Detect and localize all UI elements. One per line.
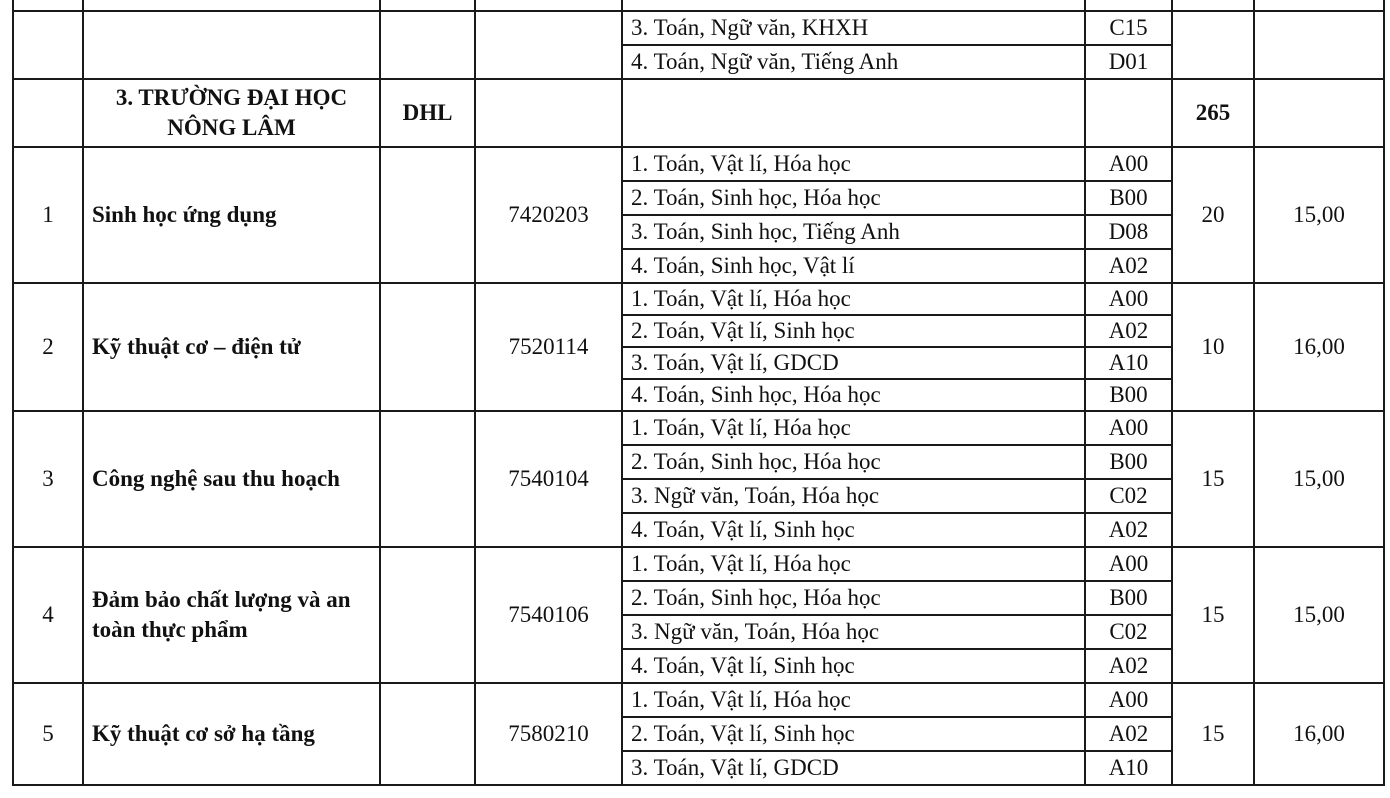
combo-subjects: 4. Toán, Vật lí, Sinh học [622,513,1085,547]
combo-subjects: 3. Toán, Sinh học, Tiếng Anh [622,215,1085,249]
major-score: 15,00 [1254,547,1384,683]
combo-subjects: 3. Toán, Ngữ văn, KHXH [622,11,1085,45]
combo-code: A10 [1085,347,1172,379]
empty-cell [13,79,83,147]
combo-code: B00 [1085,581,1172,615]
major-score: 15,00 [1254,411,1384,547]
combo-subjects: 1. Toán, Vật lí, Hóa học [622,147,1085,181]
university-total-quota: 265 [1172,79,1254,147]
table-row [13,411,1384,445]
major-name: Đảm bảo chất lượng và an toàn thực phẩm [83,547,380,683]
major-name: Kỹ thuật cơ – điện tử [83,283,380,411]
empty-cell [622,0,1085,11]
table-row [13,283,1384,315]
empty-cell [1172,0,1254,11]
major-stt: 2 [13,283,83,411]
combo-subjects: 3. Ngữ văn, Toán, Hóa học [622,615,1085,649]
combo-subjects: 3. Toán, Vật lí, GDCD [622,347,1085,379]
major-code: 7520114 [475,283,622,411]
table-row [13,11,1384,45]
combo-code: A02 [1085,513,1172,547]
major-quota: 15 [1172,547,1254,683]
combo-subjects: 4. Toán, Vật lí, Sinh học [622,649,1085,683]
empty-cell [1085,0,1172,11]
empty-cell [1172,11,1254,79]
major-code: 7540106 [475,547,622,683]
university-name-line1: 3. TRƯỜNG ĐẠI HỌC [115,85,348,110]
empty-cell [13,11,83,79]
table-row [13,683,1384,717]
combo-code: A00 [1085,547,1172,581]
major-stt: 1 [13,147,83,283]
major-score: 16,00 [1254,683,1384,785]
combo-subjects: 1. Toán, Vật lí, Hóa học [622,547,1085,581]
empty-cell [380,283,475,411]
table-row [13,0,1384,11]
combo-code: C02 [1085,615,1172,649]
combo-subjects: 1. Toán, Vật lí, Hóa học [622,283,1085,315]
major-score: 15,00 [1254,147,1384,283]
combo-code: A02 [1085,249,1172,283]
empty-cell [1254,79,1384,147]
combo-subjects: 3. Toán, Vật lí, GDCD [622,751,1085,785]
major-stt: 5 [13,683,83,785]
combo-code: A00 [1085,283,1172,315]
table-row [13,547,1384,581]
major-stt: 3 [13,411,83,547]
major-code: 7580210 [475,683,622,785]
combo-subjects: 2. Toán, Sinh học, Hóa học [622,581,1085,615]
admissions-table [12,0,1385,786]
combo-subjects: 4. Toán, Ngữ văn, Tiếng Anh [622,45,1085,79]
combo-code: A10 [1085,751,1172,785]
major-stt: 4 [13,547,83,683]
empty-cell [380,547,475,683]
empty-cell [622,79,1085,147]
combo-subjects: 2. Toán, Vật lí, Sinh học [622,315,1085,347]
major-name: Công nghệ sau thu hoạch [83,411,380,547]
combo-code: A02 [1085,315,1172,347]
combo-code: C15 [1085,11,1172,45]
combo-code: B00 [1085,445,1172,479]
combo-code: A00 [1085,411,1172,445]
major-name: Kỹ thuật cơ sở hạ tầng [83,683,380,785]
combo-code: A02 [1085,717,1172,751]
major-quota: 15 [1172,411,1254,547]
empty-cell [380,683,475,785]
major-score: 16,00 [1254,283,1384,411]
combo-subjects: 4. Toán, Sinh học, Hóa học [622,379,1085,411]
major-quota: 10 [1172,283,1254,411]
empty-cell [13,0,83,11]
empty-cell [380,147,475,283]
combo-code: C02 [1085,479,1172,513]
combo-code: D01 [1085,45,1172,79]
empty-cell [1254,0,1384,11]
empty-cell [1085,79,1172,147]
table-row [13,147,1384,181]
combo-subjects: 2. Toán, Sinh học, Hóa học [622,181,1085,215]
combo-code: D08 [1085,215,1172,249]
university-name-line2: NÔNG LÂM [167,115,296,140]
empty-cell [475,79,622,147]
university-row [13,79,1384,147]
empty-cell [83,11,380,79]
university-code: DHL [380,79,475,147]
major-quota: 15 [1172,683,1254,785]
university-name [83,79,380,147]
combo-code: A02 [1085,649,1172,683]
empty-cell [380,0,475,11]
empty-cell [380,411,475,547]
combo-subjects: 2. Toán, Sinh học, Hóa học [622,445,1085,479]
empty-cell [475,0,622,11]
empty-cell [1254,11,1384,79]
major-name: Sinh học ứng dụng [83,147,380,283]
major-code: 7540104 [475,411,622,547]
empty-cell [475,11,622,79]
major-code: 7420203 [475,147,622,283]
combo-code: B00 [1085,379,1172,411]
combo-subjects: 1. Toán, Vật lí, Hóa học [622,411,1085,445]
combo-code: A00 [1085,147,1172,181]
combo-code: B00 [1085,181,1172,215]
combo-subjects: 2. Toán, Vật lí, Sinh học [622,717,1085,751]
empty-cell [380,11,475,79]
combo-subjects: 4. Toán, Sinh học, Vật lí [622,249,1085,283]
major-quota: 20 [1172,147,1254,283]
empty-cell [83,0,380,11]
combo-subjects: 1. Toán, Vật lí, Hóa học [622,683,1085,717]
combo-subjects: 3. Ngữ văn, Toán, Hóa học [622,479,1085,513]
combo-code: A00 [1085,683,1172,717]
